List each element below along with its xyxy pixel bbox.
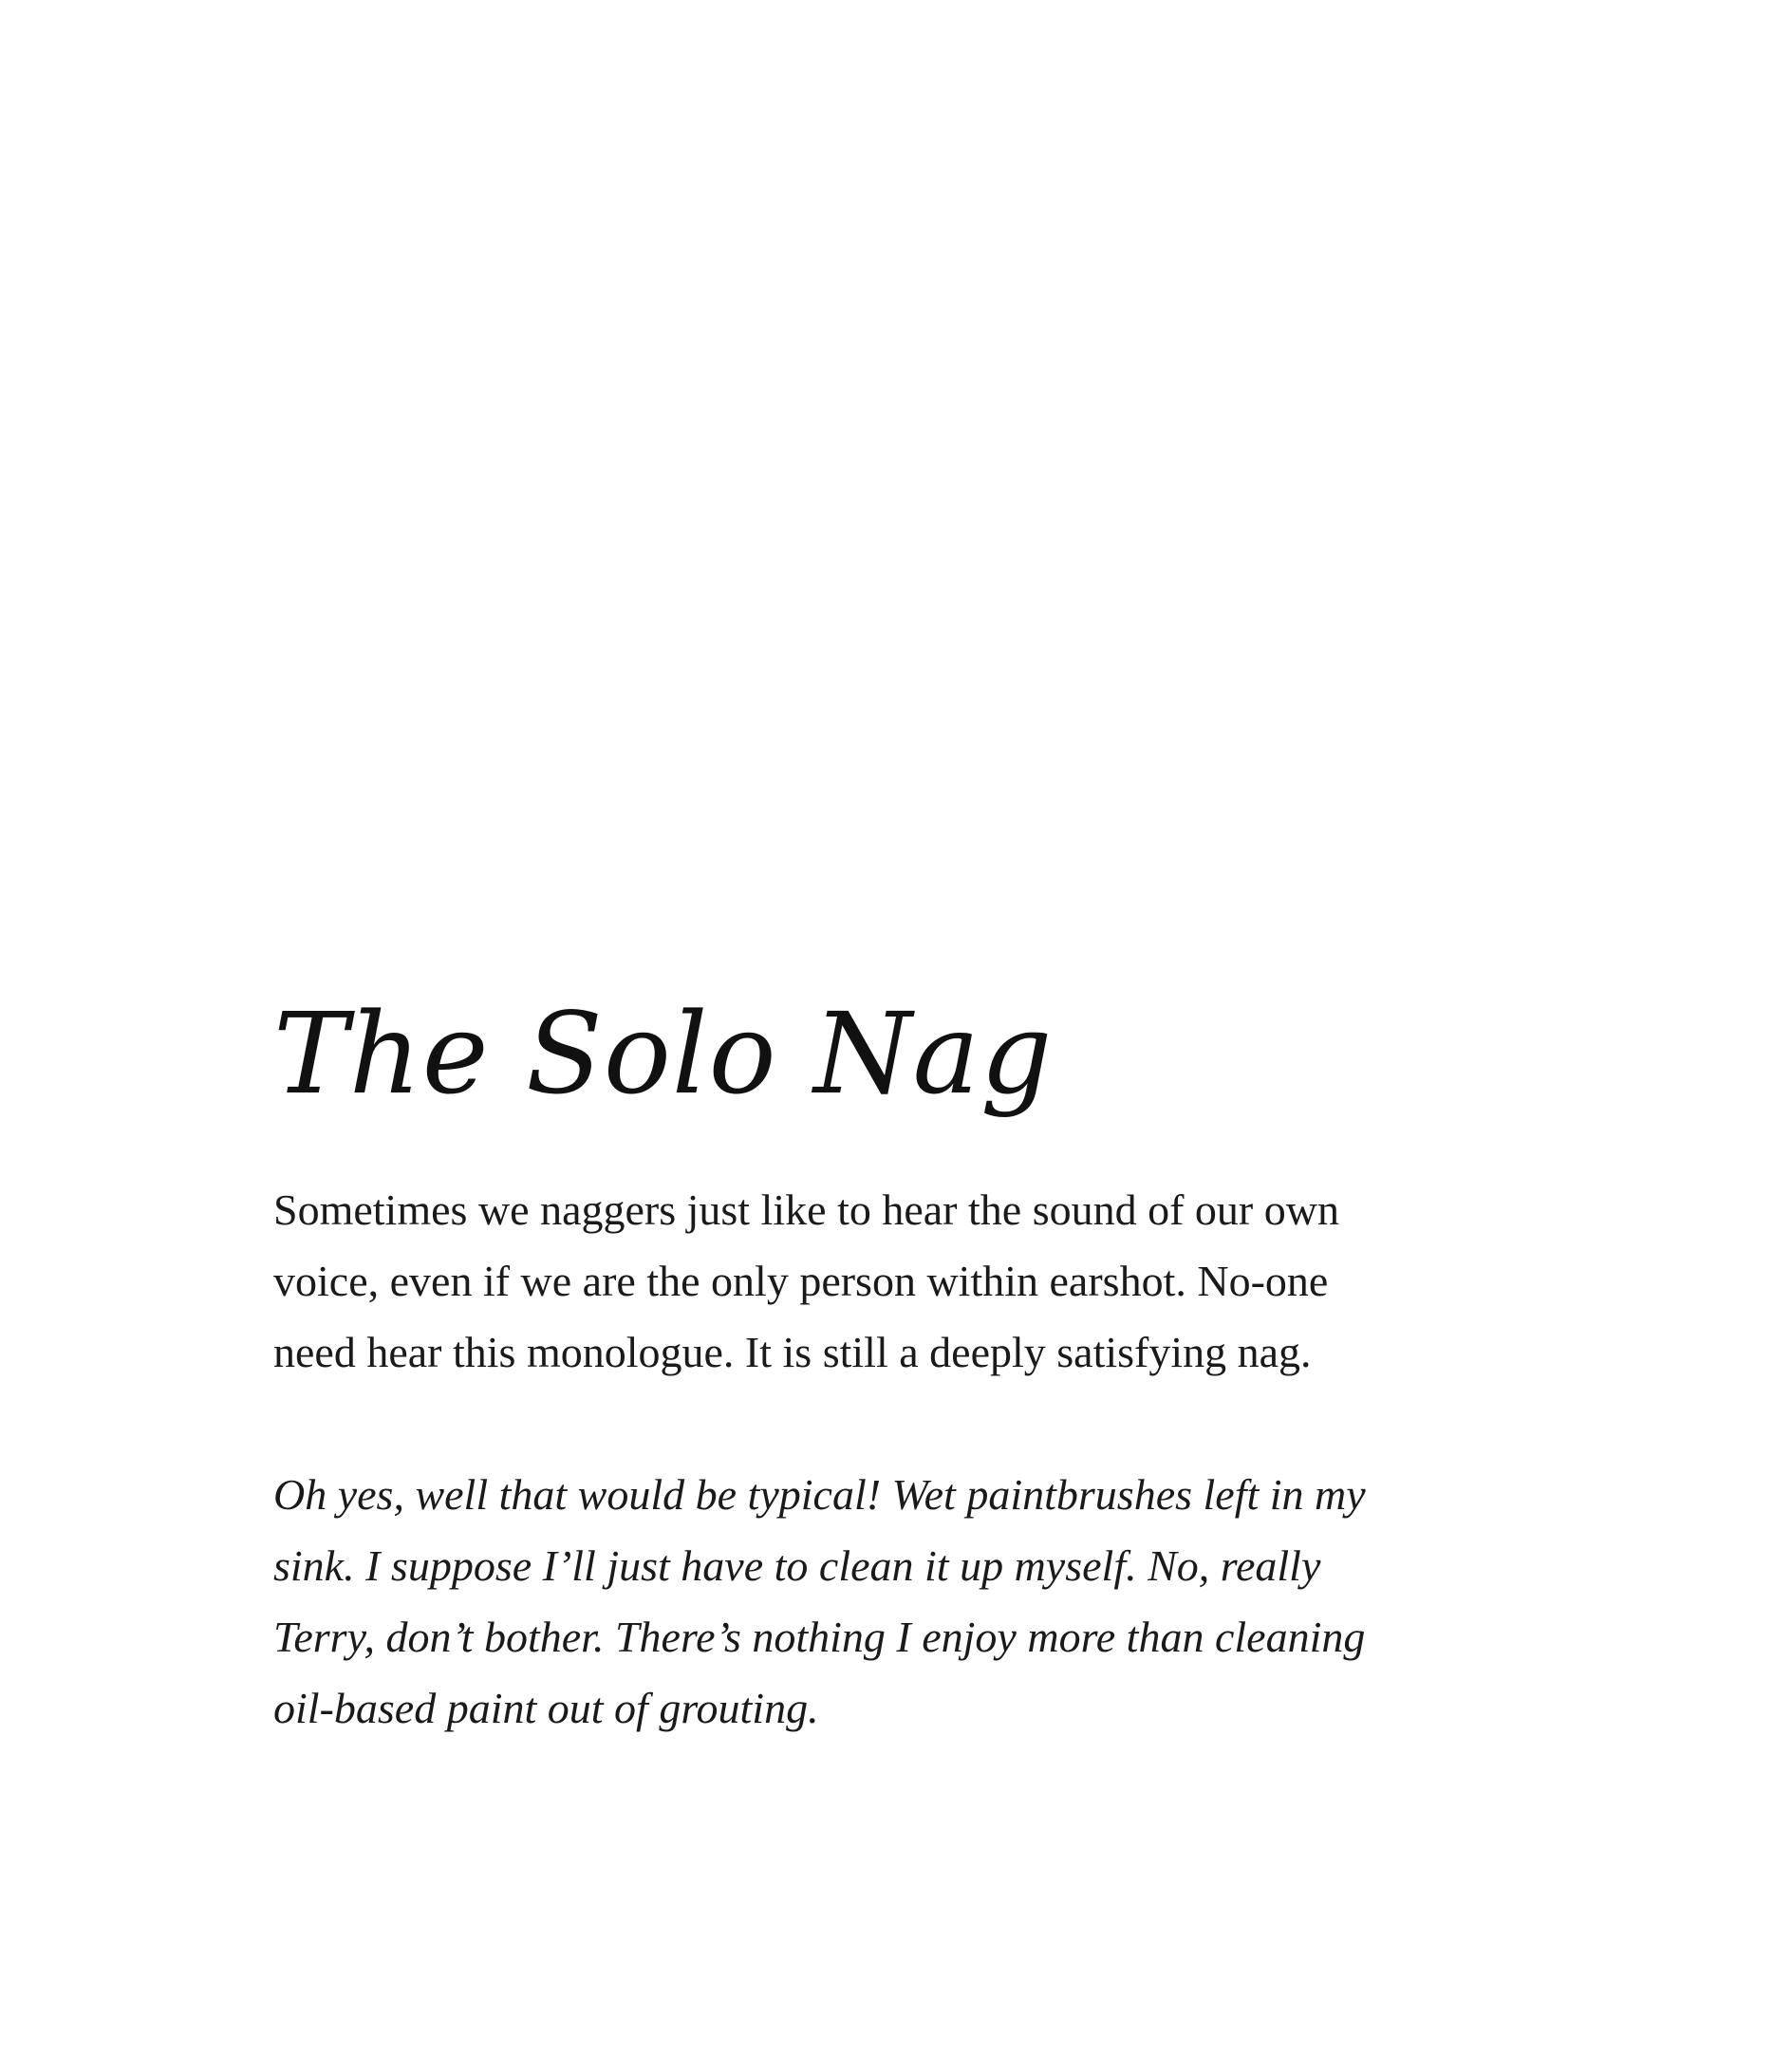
quote-line: Oh yes, well that would be typical! Wet paintbrushes left in my <box>273 1470 1366 1519</box>
page-content <box>273 982 1460 1744</box>
intro-paragraph <box>273 1174 1460 1388</box>
intro-line: voice, even if we are the only person within earshot. No-one <box>273 1257 1329 1305</box>
quote-line: Terry, don’t bother. There’s nothing I enjoy more than cleaning <box>273 1613 1366 1661</box>
intro-line: need hear this monologue. It is still a deeply satisfying nag. <box>273 1328 1312 1376</box>
quote-line: oil-based paint out of grouting. <box>273 1684 819 1732</box>
quote-line: sink. I suppose I’ll just have to clean it up myself. No, really <box>273 1541 1321 1590</box>
intro-line: Sometimes we naggers just like to hear the sound of our own <box>273 1185 1339 1234</box>
quote-paragraph <box>273 1459 1460 1744</box>
page-title: The Solo Nag <box>273 988 1054 1119</box>
